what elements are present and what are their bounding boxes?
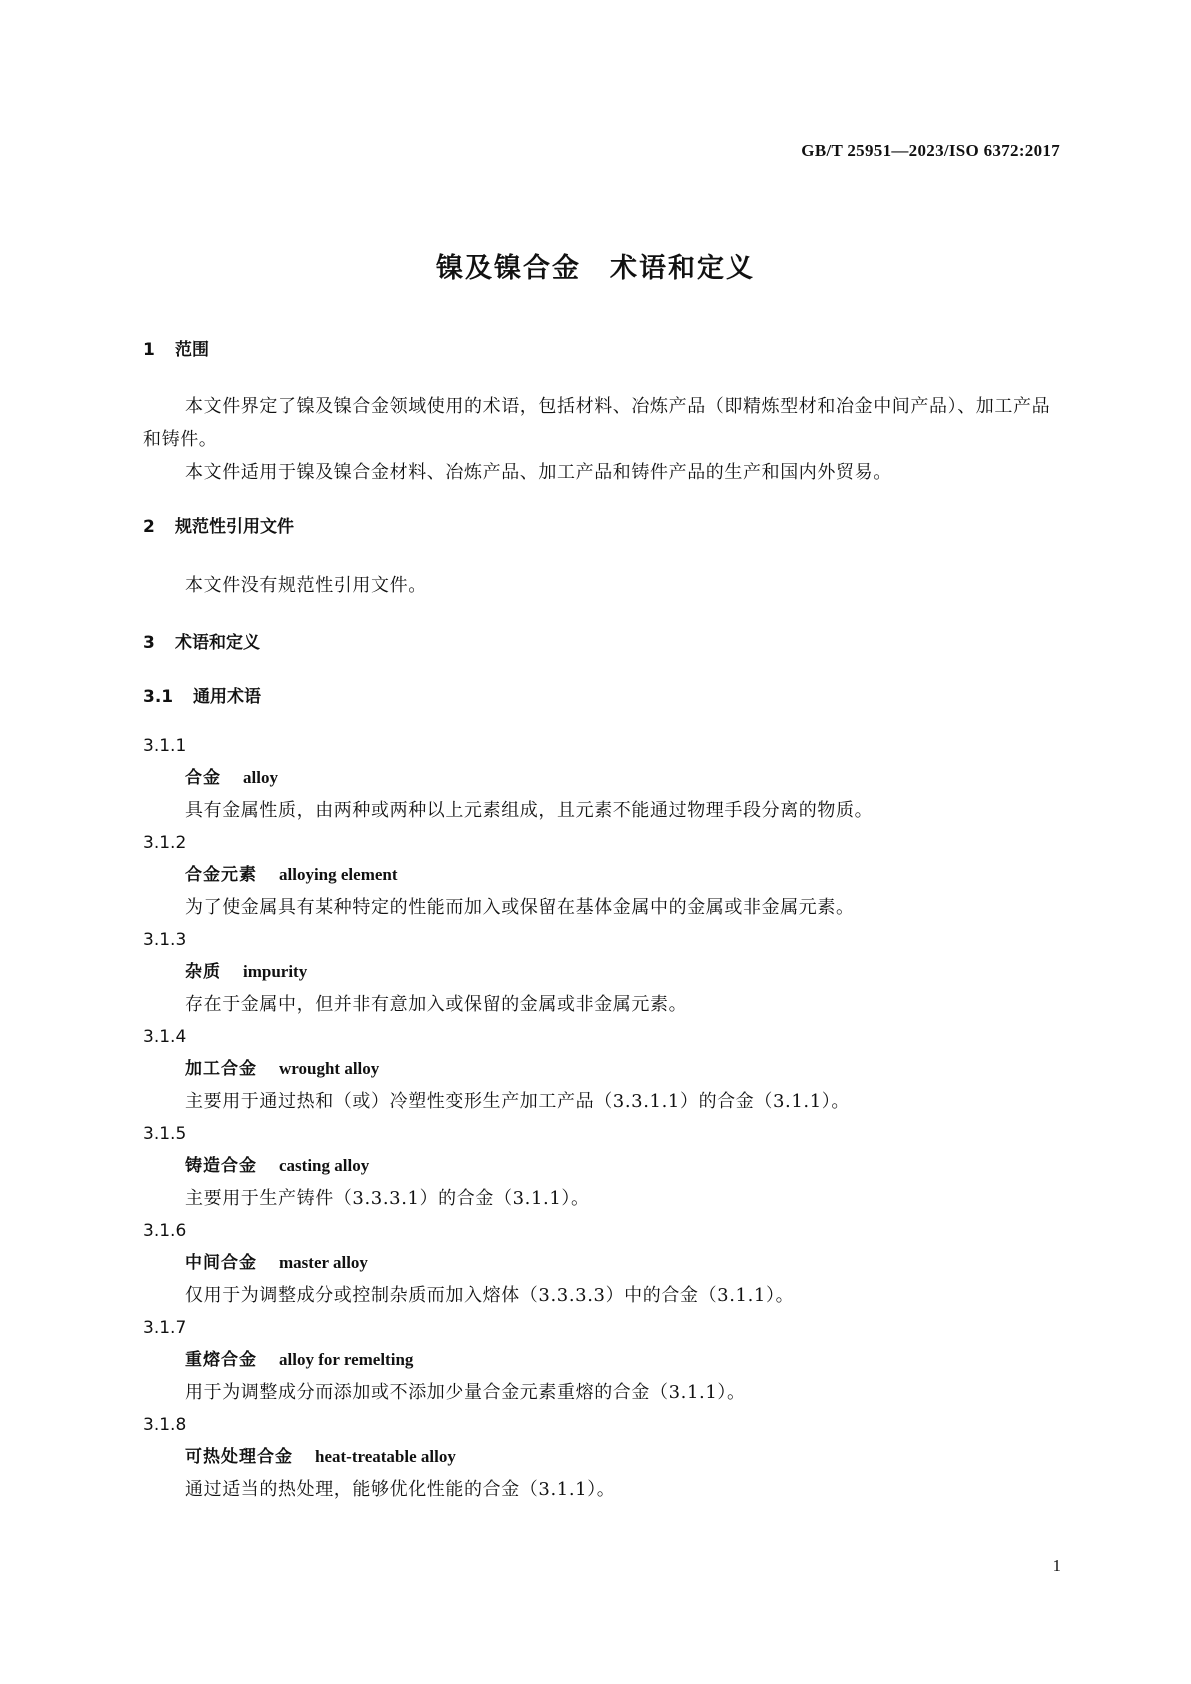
term-name <box>143 1344 1061 1376</box>
term-definition: 通过适当的热处理，能够优化性能的合金（3.1.1）。 <box>185 1479 616 1500</box>
section-title: 通用术语 <box>193 687 261 707</box>
section-number: 1 <box>143 340 155 360</box>
section-number: 2 <box>143 517 155 537</box>
section-title: 范围 <box>175 340 209 360</box>
document-number: GB/T 25951—2023/ISO 6372:2017 <box>801 141 1060 160</box>
term-name <box>143 1441 1061 1473</box>
term-entry <box>143 730 1061 827</box>
section-number: 3.1 <box>143 687 174 707</box>
term-name <box>143 1150 1061 1182</box>
term-zh: 中间合金 <box>185 1253 257 1273</box>
subsection-heading-general-terms <box>143 685 1061 709</box>
term-entry <box>143 1312 1061 1409</box>
term-name <box>143 1247 1061 1279</box>
term-definition: 仅用于为调整成分或控制杂质而加入熔体（3.3.3.3）中的合金（3.1.1）。 <box>185 1285 795 1306</box>
term-entry <box>143 1118 1061 1215</box>
term-en: casting alloy <box>279 1156 370 1175</box>
section-heading-scope <box>143 338 1061 362</box>
term-entry <box>143 827 1061 924</box>
term-number: 3.1.5 <box>143 1124 187 1144</box>
term-zh: 合金 <box>185 768 221 788</box>
term-definition: 具有金属性质，由两种或两种以上元素组成，且元素不能通过物理手段分离的物质。 <box>185 800 874 821</box>
term-name <box>143 859 1061 891</box>
section-number: 3 <box>143 633 155 653</box>
term-en: master alloy <box>279 1253 368 1272</box>
term-entry <box>143 1021 1061 1118</box>
term-entry <box>143 1215 1061 1312</box>
paragraph: 本文件界定了镍及镍合金领域使用的术语，包括材料、冶炼产品（即精炼型材和冶金中间产品）、加工产品和铸件。 <box>143 396 1051 450</box>
term-definition: 为了使金属具有某种特定的性能而加入或保留在基体金属中的金属或非金属元素。 <box>185 897 855 918</box>
term-name <box>143 956 1061 988</box>
term-zh: 杂质 <box>185 962 221 982</box>
page-number: 1 <box>1052 1556 1061 1575</box>
section-heading-normative-references <box>143 515 1061 539</box>
term-number: 3.1.7 <box>143 1318 187 1338</box>
term-en: wrought alloy <box>279 1059 380 1078</box>
term-en: impurity <box>243 962 308 981</box>
term-number: 3.1.4 <box>143 1027 187 1047</box>
term-name <box>143 762 1061 794</box>
document-body <box>143 338 1061 1506</box>
term-definition: 存在于金属中，但并非有意加入或保留的金属或非金属元素。 <box>185 994 688 1015</box>
paragraph: 本文件适用于镍及镍合金材料、冶炼产品、加工产品和铸件产品的生产和国内外贸易。 <box>185 462 892 483</box>
term-number: 3.1.1 <box>143 736 187 756</box>
term-zh: 重熔合金 <box>185 1350 257 1370</box>
term-en: alloy for remelting <box>279 1350 414 1369</box>
term-number: 3.1.6 <box>143 1221 187 1241</box>
term-zh: 铸造合金 <box>185 1156 257 1176</box>
term-en: heat-treatable alloy <box>315 1447 456 1466</box>
term-entry <box>143 1409 1061 1506</box>
term-zh: 可热处理合金 <box>185 1447 293 1467</box>
term-en: alloy <box>243 768 278 787</box>
term-name <box>143 1053 1061 1085</box>
term-zh: 加工合金 <box>185 1059 257 1079</box>
document-title: 镍及镍合金 术语和定义 <box>436 253 755 284</box>
term-en: alloying element <box>279 865 398 884</box>
term-number: 3.1.8 <box>143 1415 187 1435</box>
section-title: 规范性引用文件 <box>175 517 294 537</box>
paragraph: 本文件没有规范性引用文件。 <box>185 575 427 596</box>
term-definition: 主要用于生产铸件（3.3.3.1）的合金（3.1.1）。 <box>185 1188 590 1209</box>
term-zh: 合金元素 <box>185 865 257 885</box>
term-definition: 用于为调整成分而添加或不添加少量合金元素重熔的合金（3.1.1）。 <box>185 1382 746 1403</box>
term-number: 3.1.3 <box>143 930 187 950</box>
section-title: 术语和定义 <box>175 633 260 653</box>
term-definition: 主要用于通过热和（或）冷塑性变形生产加工产品（3.3.1.1）的合金（3.1.1）。 <box>185 1091 850 1112</box>
section-heading-terms-and-definitions <box>143 631 1061 655</box>
term-number: 3.1.2 <box>143 833 187 853</box>
term-entry <box>143 924 1061 1021</box>
